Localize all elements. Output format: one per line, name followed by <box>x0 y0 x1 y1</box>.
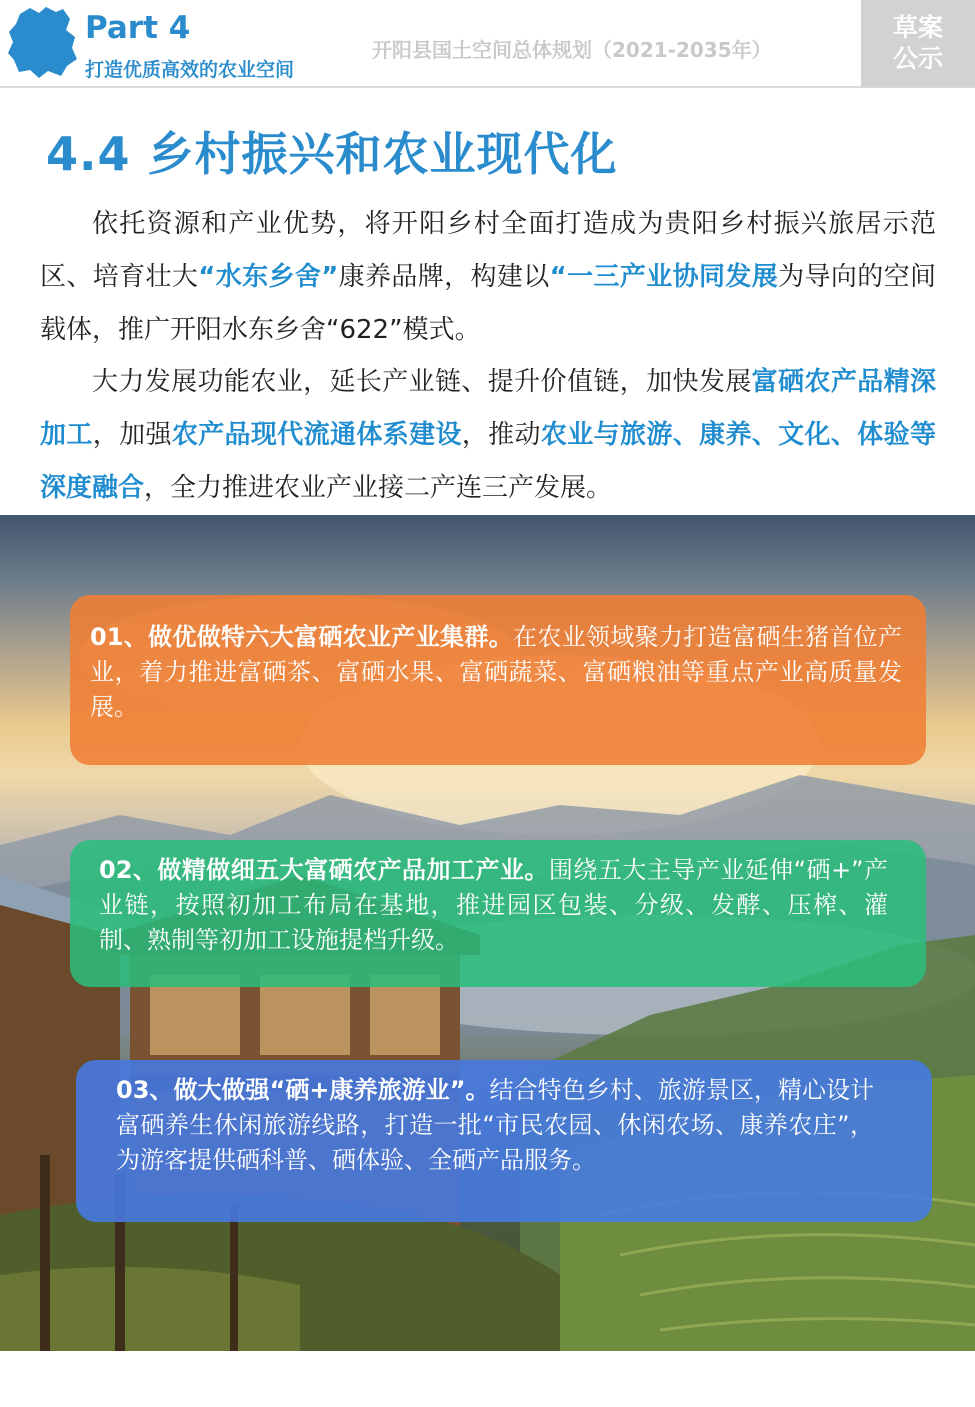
document-title: 开阳县国土空间总体规划（2021-2035年） <box>372 38 772 62</box>
para1-text-3: 为导向的空间载体，推广开阳水东乡舍“622”模式。 <box>40 262 936 345</box>
draft-badge-line2: 公示 <box>892 44 943 73</box>
initiative-card-1 <box>70 595 926 765</box>
para2-highlight-1: 富硒农产品精深加工 <box>40 367 936 450</box>
draft-badge-line1: 草案 <box>892 13 943 42</box>
para2-text-2: ，加强 <box>92 420 172 450</box>
card2-body: 围绕五大主导产业延伸“硒+”产业链，按照初加工布局在基地，推进园区包装、分级、发酵、压榨、灌制、熟制等初加工设施提档升级。 <box>99 856 888 954</box>
para2-text-1: 大力发展功能农业，延长产业链、提升价值链，加快发展 <box>92 367 752 397</box>
para2-highlight-3: 农业与旅游、康养、文化、体验等深度融合 <box>40 420 936 503</box>
draft-badge <box>861 0 975 86</box>
card3-text <box>116 1073 874 1178</box>
card1-title: 01、做优做特六大富硒农业产业集群。 <box>90 623 514 651</box>
para1-highlight-1: “水东乡舍” <box>198 262 339 292</box>
part-subtitle: 打造优质高效的农业空间 <box>85 59 295 81</box>
card1-body: 在农业领域聚力打造富硒生猪首位产业，着力推进富硒茶、富硒水果、富硒蔬菜、富硒粮油等重点产业高质量发展。 <box>90 623 902 721</box>
development-paragraph <box>40 356 936 515</box>
para2-text-4: ，全力推进农业产业接二产连三产发展。 <box>144 473 613 503</box>
section-heading: 4.4 乡村振兴和农业现代化 <box>46 127 618 181</box>
card2-title: 02、做精做细五大富硒农产品加工产业。 <box>99 856 549 884</box>
county-map-icon <box>6 4 80 80</box>
part-title: Part 4 <box>85 10 191 46</box>
page-header <box>0 0 975 86</box>
intro-paragraph <box>40 198 936 357</box>
card3-title: 03、做大做强“硒+康养旅游业”。 <box>116 1076 490 1104</box>
para1-text-1: 依托资源和产业优势，将开阳乡村全面打造成为贵阳乡村振兴旅居示范区、培育壮大 <box>40 209 936 292</box>
initiative-card-3 <box>76 1060 932 1222</box>
initiative-card-2 <box>70 840 926 987</box>
para2-text-3: ，推动 <box>461 420 541 450</box>
card1-text <box>90 620 902 725</box>
card2-text <box>99 853 888 958</box>
para1-highlight-2: “一三产业协同发展 <box>549 262 779 292</box>
para2-highlight-2: 农产品现代流通体系建设 <box>171 420 462 450</box>
header-divider <box>0 86 975 88</box>
para1-text-2: 康养品牌，构建以 <box>338 262 550 292</box>
card3-body: 结合特色乡村、旅游景区，精心设计富硒养生休闲旅游线路，打造一批“市民农园、休闲农场、康养农庄”，为游客提供硒科普、硒体验、全硒产品服务。 <box>116 1076 874 1174</box>
